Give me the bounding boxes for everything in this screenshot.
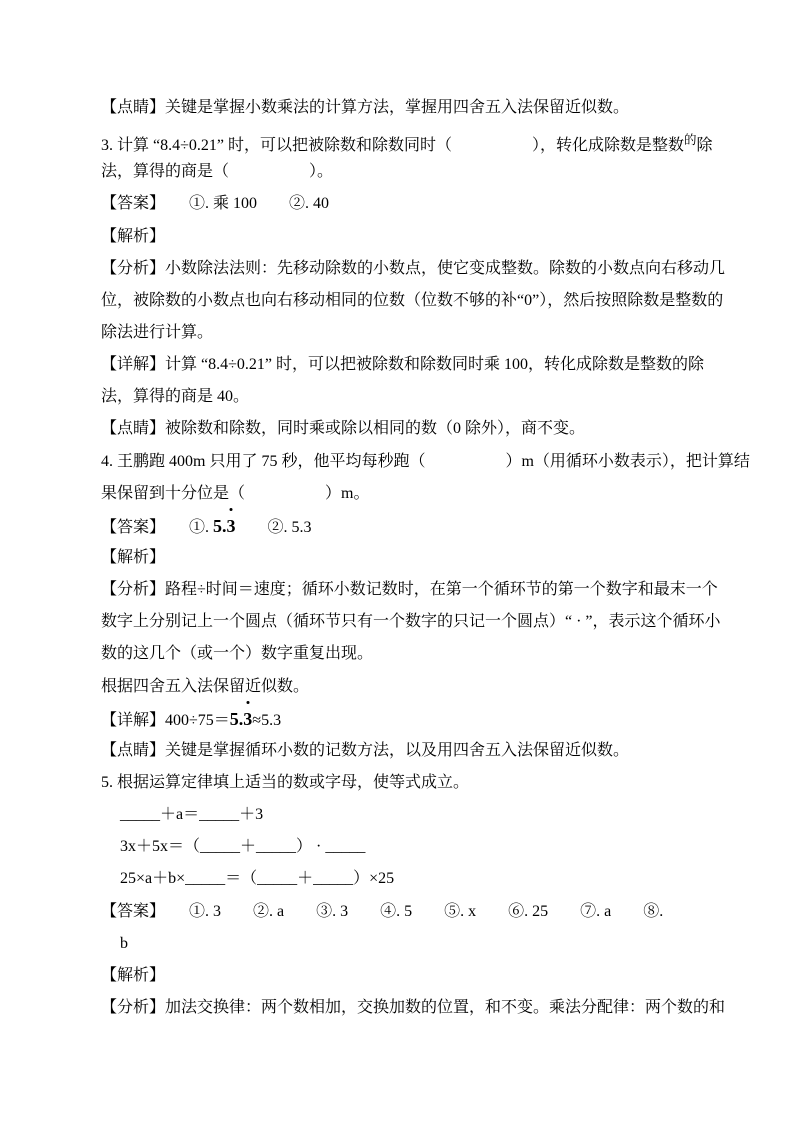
text-segment: 除 xyxy=(696,137,713,155)
text-line-20 xyxy=(101,703,741,735)
text-line-11 xyxy=(101,413,741,445)
document-page-body xyxy=(101,92,750,1024)
text-segment: 【点睛】关键是掌握小数乘法的计算方法，掌握用四舍五入法保留近似数。 xyxy=(101,99,630,116)
text-line-7 xyxy=(101,285,741,317)
text-segment: 25×a＋b×_____＝（_____＋_____）×25 xyxy=(120,870,395,888)
text-segment: 【答案】 ①. xyxy=(101,518,214,536)
text-line-28 xyxy=(101,960,741,992)
text-line-4 xyxy=(101,188,741,220)
text-segment: 【答案】 ①. 乘 100 ②. 40 xyxy=(101,195,330,213)
text-segment: 数的这几个（或一个）数字重复出现。 xyxy=(101,645,374,663)
text-line-22 xyxy=(101,767,741,799)
text-line-6 xyxy=(101,253,741,285)
text-line-13 xyxy=(101,478,741,510)
text-segment: 根据四舍五入法保留近似数。 xyxy=(101,677,310,695)
text-segment: 【解析】 xyxy=(101,966,166,984)
text-segment: 果保留到十分位是（ ）m。 xyxy=(101,484,370,502)
text-segment: 【分析】路程÷时间＝速度；循环小数记数时，在第一个循环节的第一个数字和最末一个 xyxy=(101,581,718,599)
text-line-10 xyxy=(101,381,741,413)
document-lines xyxy=(101,92,750,1024)
text-segment: 法，算得的商是（ ）。 xyxy=(101,163,334,181)
text-line-2 xyxy=(101,124,741,156)
text-segment: 【点睛】被除数和除数，同时乘或除以相同的数（0 除外），商不变。 xyxy=(101,420,586,438)
text-line-25 xyxy=(101,863,741,895)
raised-character: 的 xyxy=(684,133,697,148)
repeating-decimal-digit: 3 xyxy=(227,510,236,542)
text-segment: 【点睛】关键是掌握循环小数的记数方法，以及用四舍五入法保留近似数。 xyxy=(101,741,630,759)
text-segment: 法，算得的商是 40。 xyxy=(101,388,250,406)
repeating-decimal-value: 5. xyxy=(213,515,227,536)
text-segment: 【详解】400÷75＝ xyxy=(101,711,230,729)
text-line-17 xyxy=(101,606,741,638)
text-segment: 4. 王鹏跑 400m 只用了 75 秒，他平均每秒跑（ ）m（用循环小数表示），把计算结 xyxy=(101,452,750,470)
text-line-24 xyxy=(101,831,741,863)
text-line-19 xyxy=(101,671,741,703)
text-line-5 xyxy=(101,221,741,253)
text-line-21 xyxy=(101,735,741,767)
repeating-decimal-digit: 3 xyxy=(243,703,252,735)
text-segment: ②. 5.3 xyxy=(235,518,312,536)
text-segment: _____＋a＝_____＋3 xyxy=(120,806,264,824)
text-line-12 xyxy=(101,446,750,478)
text-segment: 【解析】 xyxy=(101,227,166,245)
text-line-14 xyxy=(101,510,741,542)
text-line-3 xyxy=(101,156,741,188)
text-line-9 xyxy=(101,349,741,381)
text-segment: 【解析】 xyxy=(101,548,166,566)
text-line-27 xyxy=(101,928,741,960)
text-segment: 【分析】小数除法法则：先移动除数的小数点，使它变成整数。除数的小数点向右移动几 xyxy=(101,259,726,277)
text-segment: 位，被除数的小数点也向右移动相同的位数（位数不够的补“0”），然后按照除数是整数的 xyxy=(101,291,724,309)
repeating-decimal-value: 5. xyxy=(229,708,244,729)
text-segment: 【详解】计算 “8.4÷0.21” 时，可以把被除数和除数同时乘 100，转化成除数是整数的除 xyxy=(101,356,704,374)
text-segment: 3. 计算 “8.4÷0.21” 时，可以把被除数和除数同时（ ），转化成除数是整数 xyxy=(101,137,684,155)
text-line-29 xyxy=(101,992,741,1024)
text-line-26 xyxy=(101,896,741,928)
text-segment: 【答案】 ①. 3 ②. a ③. 3 ④. 5 ⑤. x ⑥. 25 ⑦. a ⑧. xyxy=(101,902,664,920)
text-line-15 xyxy=(101,542,741,574)
text-segment: 5. 根据运算定律填上适当的数或字母，使等式成立。 xyxy=(101,773,470,791)
text-segment: 除法进行计算。 xyxy=(101,323,214,341)
text-segment: b xyxy=(120,934,128,952)
text-segment: 数字上分别记上一个圆点（循环节只有一个数字的只记一个圆点）“ · ”，表示这个循环小 xyxy=(101,613,721,631)
text-segment: ≈5.3 xyxy=(252,711,282,729)
text-line-18 xyxy=(101,638,741,670)
text-line-16 xyxy=(101,574,741,606)
text-line-23 xyxy=(101,799,741,831)
text-line-1 xyxy=(101,92,741,124)
text-line-8 xyxy=(101,317,741,349)
text-segment: 【分析】加法交换律：两个数相加，交换加数的位置，和不变。乘法分配律：两个数的和 xyxy=(101,998,726,1016)
text-segment: 3x＋5x＝（_____＋_____） · _____ xyxy=(120,838,366,856)
